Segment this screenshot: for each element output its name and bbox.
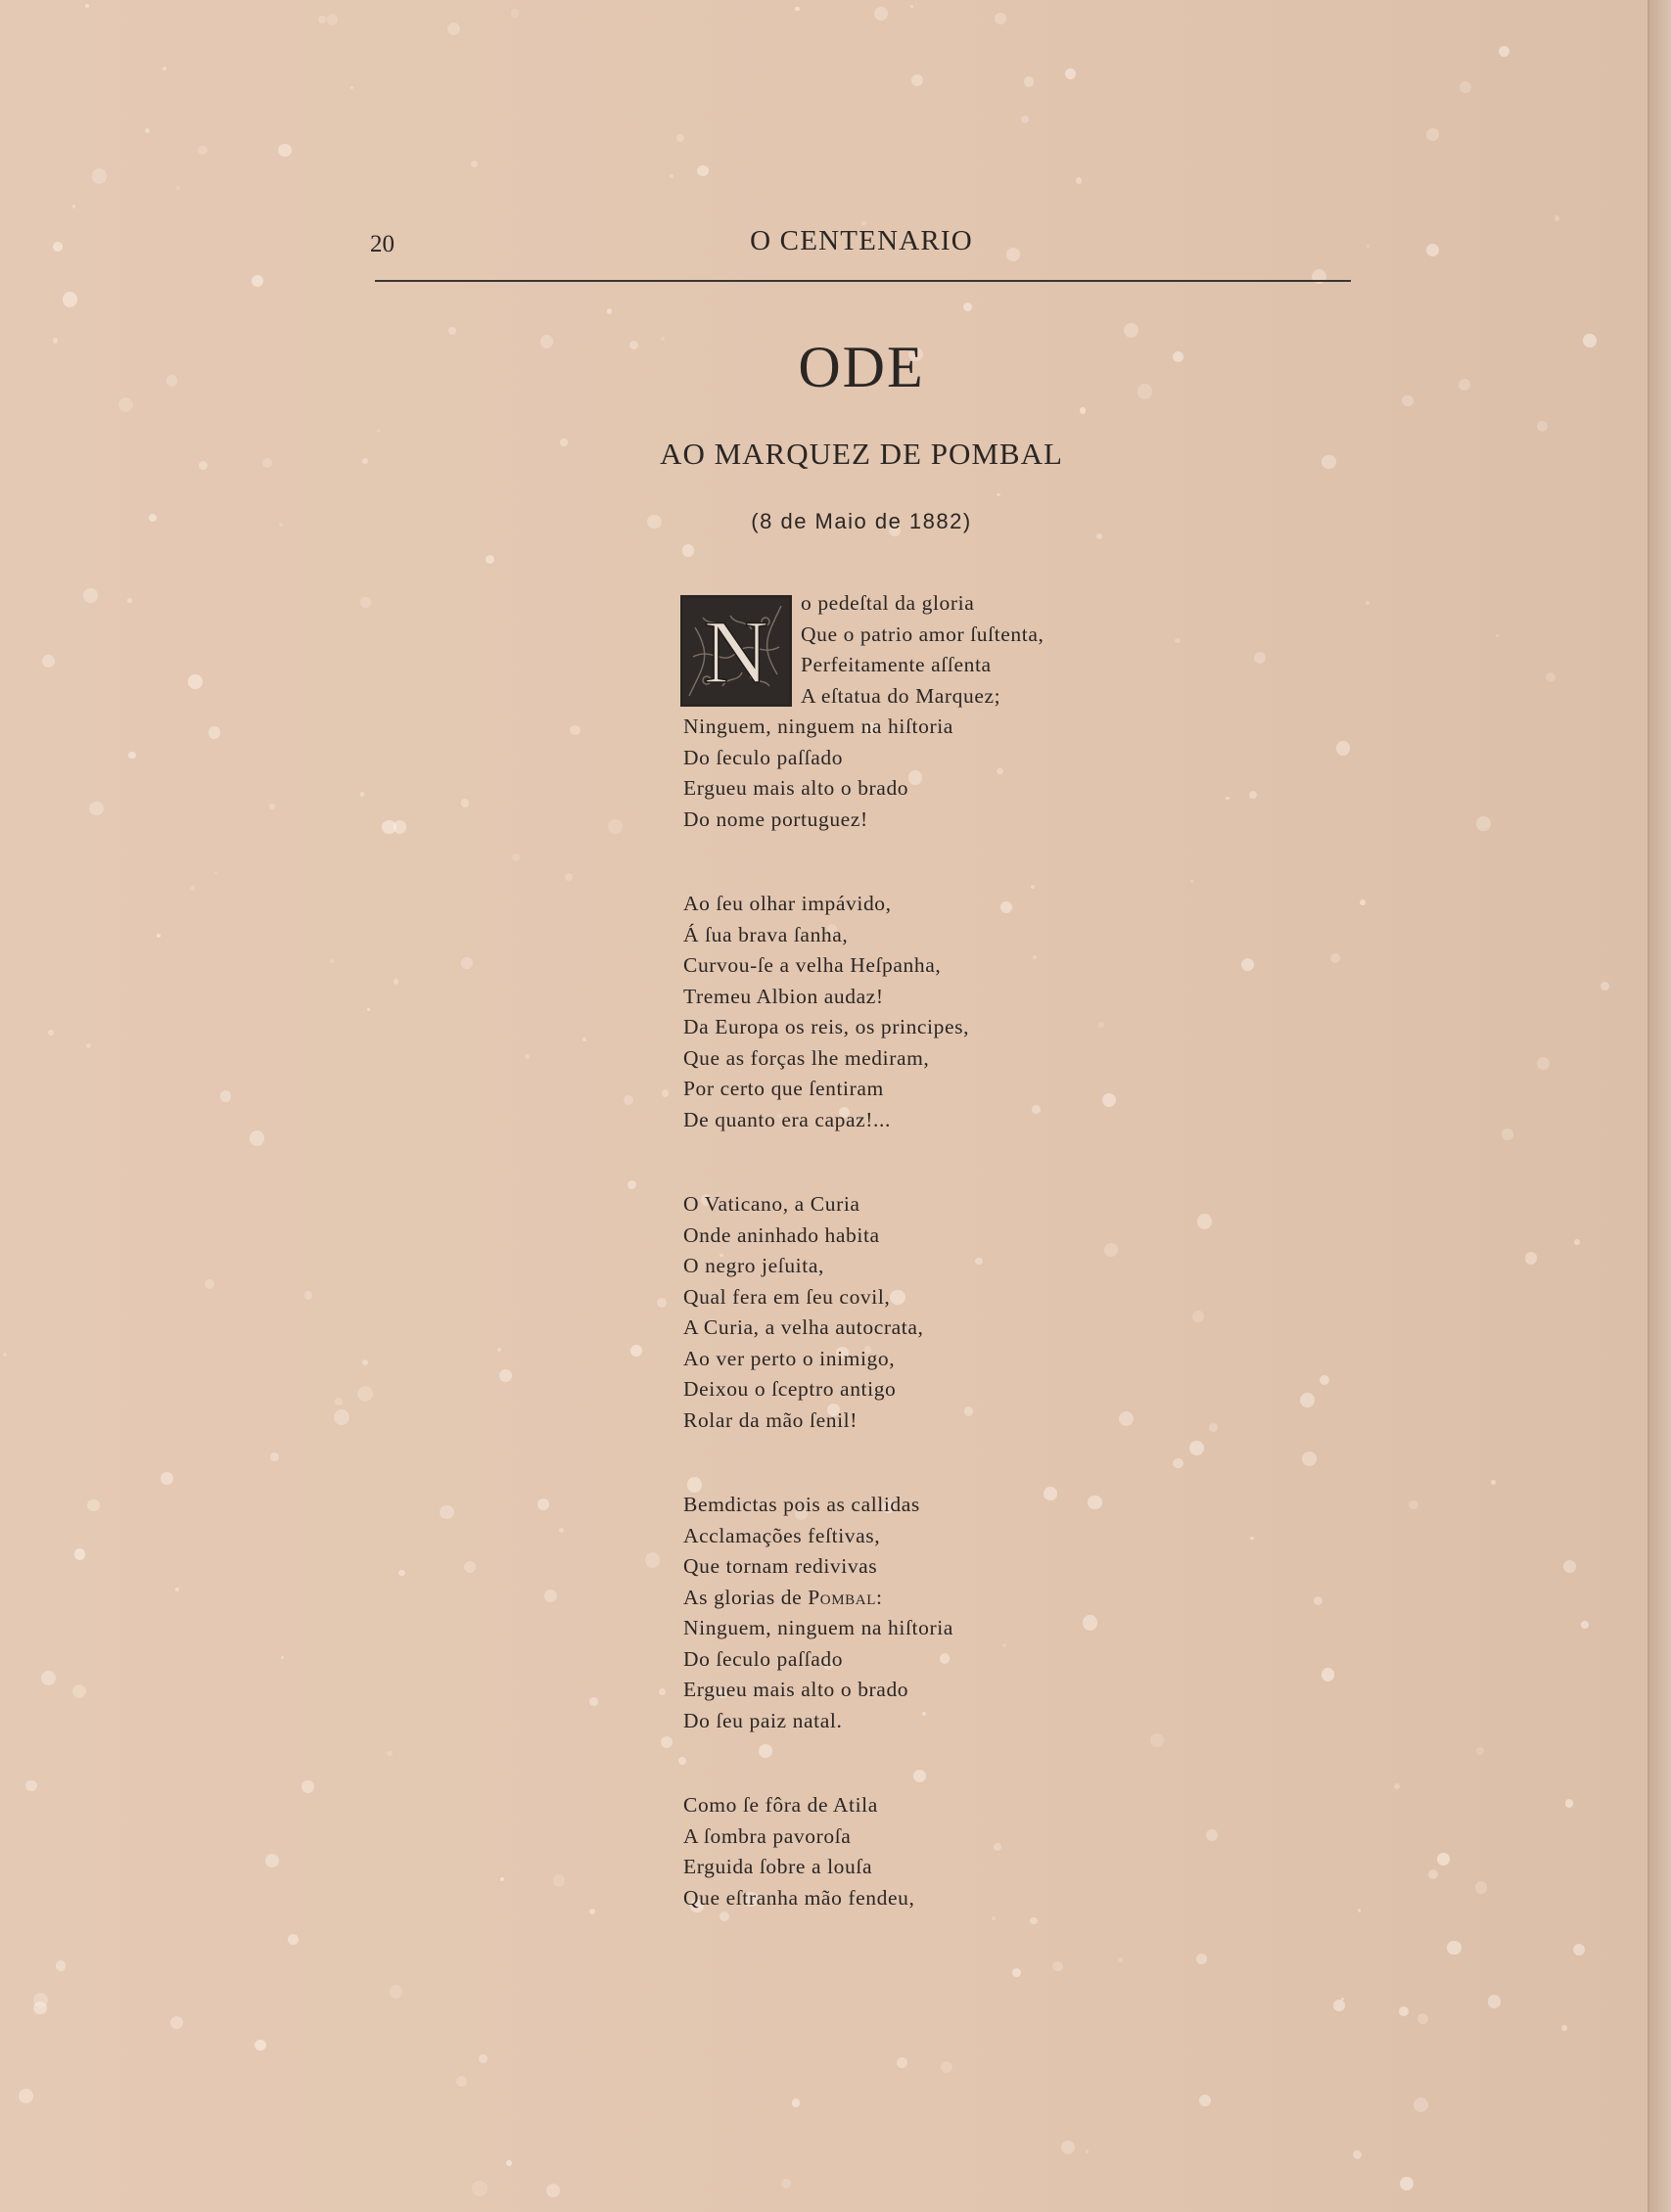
poem-line: Do ſeculo paſſado xyxy=(683,1646,844,1671)
paper-speck xyxy=(1322,1668,1335,1682)
poem-line: Erguida ſobre a louſa xyxy=(683,1855,873,1878)
page-edge xyxy=(1648,0,1671,2212)
paper-speck xyxy=(1226,797,1230,801)
paper-speck xyxy=(992,1916,996,1920)
paper-speck xyxy=(1447,1941,1461,1955)
poem-line: A ſombra pavoroſa xyxy=(683,1823,852,1848)
paper-speck xyxy=(1314,1596,1323,1605)
poem-date: (8 de Maio de 1882) xyxy=(751,509,972,533)
poem-line: Curvou-ſe a velha Heſpanha, xyxy=(683,953,942,977)
poem-line: Qual fera em ſeu covil, xyxy=(683,1284,891,1309)
paper-speck xyxy=(390,1985,403,1999)
poem-subtitle: AO MARQUEZ DE POMBAL xyxy=(660,437,1063,471)
paper-speck xyxy=(48,1030,54,1036)
stanza xyxy=(683,889,1044,1135)
paper-speck xyxy=(288,1934,299,1945)
paper-speck xyxy=(1525,1252,1538,1265)
poem-line: Á ſua brava ſanha, xyxy=(683,922,849,946)
paper-speck xyxy=(1175,638,1181,644)
paper-speck xyxy=(645,1552,660,1567)
paper-speck xyxy=(607,308,613,314)
paper-speck xyxy=(897,2057,907,2068)
paper-speck xyxy=(1052,1961,1062,1971)
paper-speck xyxy=(1192,1311,1204,1322)
poem-line: Rolar da mão ſenil! xyxy=(683,1407,858,1432)
paper-speck xyxy=(327,14,339,25)
paper-speck xyxy=(318,16,326,23)
paper-speck xyxy=(472,2181,487,2196)
paper-speck xyxy=(161,1472,173,1485)
poem-line: Ergueu mais alto o brado xyxy=(683,1678,909,1701)
paper-speck xyxy=(1088,1496,1102,1510)
paper-speck xyxy=(1061,2141,1075,2154)
paper-speck xyxy=(544,1590,557,1602)
paper-speck xyxy=(278,144,291,157)
paper-speck xyxy=(1209,1423,1218,1432)
paper-speck xyxy=(335,1398,342,1405)
paper-speck xyxy=(608,819,623,834)
paper-speck xyxy=(1336,741,1351,756)
paper-speck xyxy=(1563,1560,1576,1573)
paper-speck xyxy=(1561,2025,1567,2031)
paper-speck xyxy=(1537,421,1548,432)
paper-speck xyxy=(1502,1129,1513,1140)
paper-speck xyxy=(1475,1881,1487,1893)
paper-speck xyxy=(350,86,353,89)
poem-line: Ninguem, ninguem na hiſtoria xyxy=(683,714,953,738)
paper-speck xyxy=(1083,1615,1097,1630)
paper-speck xyxy=(1491,1480,1496,1485)
paper-speck xyxy=(145,128,150,133)
paper-speck xyxy=(570,725,580,736)
poem-line: o pedeſtal da gloria xyxy=(801,591,975,615)
paper-speck xyxy=(1173,1458,1183,1468)
paper-speck xyxy=(377,429,381,433)
paper-speck xyxy=(334,1409,349,1425)
poem-line: Bemdictas pois as callidas xyxy=(683,1493,920,1516)
paper-speck xyxy=(874,7,888,21)
paper-speck xyxy=(1076,177,1083,184)
poem-line: De quanto era capaz!... xyxy=(683,1107,891,1131)
paper-speck xyxy=(1333,2000,1345,2011)
poem-line: Da Europa os reis, os principes, xyxy=(683,1015,970,1038)
paper-speck xyxy=(92,168,107,183)
paper-speck xyxy=(220,1090,231,1101)
paper-speck xyxy=(512,853,520,861)
paper-speck xyxy=(304,1291,312,1299)
stanza xyxy=(683,1189,1044,1436)
paper-speck xyxy=(1119,1411,1134,1426)
paper-speck xyxy=(440,1505,453,1519)
paper-speck xyxy=(624,1095,633,1105)
paper-speck xyxy=(302,1780,314,1793)
paper-speck xyxy=(162,67,166,70)
paper-speck xyxy=(3,1353,7,1357)
paper-speck xyxy=(1206,1829,1218,1841)
poem-line: O negro jeſuita, xyxy=(683,1254,824,1277)
paper-speck xyxy=(190,886,195,891)
paper-speck xyxy=(461,799,469,806)
paper-speck xyxy=(209,726,221,739)
paper-speck xyxy=(72,1684,86,1698)
paper-speck xyxy=(464,1561,476,1573)
paper-speck xyxy=(1302,1452,1318,1467)
paper-speck xyxy=(565,873,573,881)
poem-line: Que tornam redivivas xyxy=(683,1554,878,1578)
poem-line: Por certo que ſentiram xyxy=(683,1077,884,1100)
poem-line: Que o patrio amor ſuſtenta, xyxy=(801,622,1044,646)
paper-speck xyxy=(265,1854,279,1867)
paper-speck xyxy=(252,275,263,287)
line-punctuation: : xyxy=(875,1585,883,1609)
poem-line: Ergueu mais alto o brado xyxy=(683,776,909,800)
paper-speck xyxy=(255,2040,265,2051)
poem-line: Onde aninhado habita xyxy=(683,1222,880,1247)
paper-speck xyxy=(479,2054,487,2063)
poem-line: O Vaticano, a Curia xyxy=(683,1192,860,1216)
page-number: 20 xyxy=(370,231,395,257)
paper-speck xyxy=(25,1780,36,1791)
stanza xyxy=(683,588,1044,835)
paper-speck xyxy=(553,1874,565,1886)
paper-speck xyxy=(1189,1441,1204,1455)
paper-speck xyxy=(42,655,55,668)
poem-line: Que eſtranha mão fendeu, xyxy=(683,1885,915,1910)
paper-speck xyxy=(963,302,972,311)
poem-line: Tremeu Albion audaz! xyxy=(683,984,884,1008)
poem-title: ODE xyxy=(798,335,925,399)
paper-speck xyxy=(1197,1214,1212,1228)
paper-speck xyxy=(63,292,77,306)
paper-speck xyxy=(1241,958,1254,971)
poem-line: Ao ver perto o inimigo, xyxy=(683,1346,896,1370)
paper-speck xyxy=(89,802,104,816)
paper-speck xyxy=(1102,1093,1116,1107)
paper-speck xyxy=(1476,1747,1484,1755)
poem-line: Ninguem, ninguem na hiſtoria xyxy=(683,1616,953,1639)
paper-speck xyxy=(1574,1239,1579,1244)
paper-speck xyxy=(1190,880,1193,883)
stanza xyxy=(683,1790,1044,1913)
paper-speck xyxy=(214,871,217,874)
paper-speck xyxy=(198,146,207,155)
paper-speck xyxy=(1476,816,1491,831)
paper-speck xyxy=(1044,1487,1056,1499)
paper-speck xyxy=(1300,1393,1315,1407)
paper-speck xyxy=(74,1548,86,1560)
paper-speck xyxy=(792,2098,801,2107)
paper-speck xyxy=(546,2184,560,2197)
drop-cap-letter: N xyxy=(703,602,769,702)
paper-speck xyxy=(398,1570,404,1576)
paper-speck xyxy=(995,13,1006,24)
paper-speck xyxy=(1250,1537,1254,1541)
paper-speck xyxy=(1426,128,1438,140)
paper-speck xyxy=(910,5,913,8)
paper-speck xyxy=(659,1688,666,1695)
paper-speck xyxy=(1537,1057,1550,1070)
paper-speck xyxy=(697,165,709,177)
header-rule xyxy=(375,280,1351,282)
poem-line xyxy=(683,1583,1044,1614)
paper-speck xyxy=(511,9,519,17)
paper-speck xyxy=(1573,1944,1585,1956)
paper-speck xyxy=(1581,1621,1589,1629)
paper-speck xyxy=(1437,1853,1449,1865)
paper-speck xyxy=(83,588,97,602)
running-head: O CENTENARIO xyxy=(750,225,973,256)
paper-speck xyxy=(589,1697,598,1706)
poem-line: A eſtatua do Marquez; xyxy=(801,683,1001,708)
poem-line: Perfeitamente aſſenta xyxy=(801,653,992,676)
poem-line: Que as forças lhe mediram, xyxy=(683,1045,930,1070)
paper-speck xyxy=(499,1369,512,1382)
paper-speck xyxy=(1330,953,1340,963)
paper-speck xyxy=(1409,1500,1417,1509)
paper-speck xyxy=(205,1279,214,1289)
small-caps-name: Pombal xyxy=(808,1585,876,1609)
poem-line: Do nome portuguez! xyxy=(683,806,868,831)
paper-speck xyxy=(250,1130,265,1146)
paper-speck xyxy=(1150,1733,1164,1747)
paper-speck xyxy=(87,1499,99,1511)
paper-speck xyxy=(1118,1958,1123,1962)
poem-line: Ao ſeu olhar impávido, xyxy=(683,892,892,915)
poem-line: Deixou o ſceptro antigo xyxy=(683,1377,897,1401)
paper-speck xyxy=(176,186,180,190)
paper-speck xyxy=(188,674,202,688)
poem-line-text: As glorias de xyxy=(683,1585,803,1609)
paper-speck xyxy=(497,1348,501,1352)
paper-speck xyxy=(997,493,1000,497)
poem-line: Como ſe fôra de Atila xyxy=(683,1793,878,1817)
paper-speck xyxy=(127,598,132,603)
paper-speck xyxy=(627,1180,636,1189)
poem-line: Do ſeculo paſſado xyxy=(683,745,844,769)
paper-speck xyxy=(270,1452,279,1461)
poem-line: A Curia, a velha autocrata, xyxy=(683,1315,924,1339)
stanza xyxy=(683,1490,1044,1736)
poem-body xyxy=(683,588,1044,1913)
paper-speck xyxy=(1012,1968,1021,1977)
poem-line: Acclamações feſtivas, xyxy=(683,1523,881,1547)
paper-speck xyxy=(19,2089,33,2103)
paper-speck xyxy=(170,2016,183,2029)
paper-speck xyxy=(461,957,473,969)
paper-speck xyxy=(382,820,395,834)
paper-speck xyxy=(662,1089,670,1097)
paper-speck xyxy=(795,7,800,12)
poem-line: Do ſeu paiz natal. xyxy=(683,1708,843,1732)
paper-speck xyxy=(1414,2097,1428,2112)
